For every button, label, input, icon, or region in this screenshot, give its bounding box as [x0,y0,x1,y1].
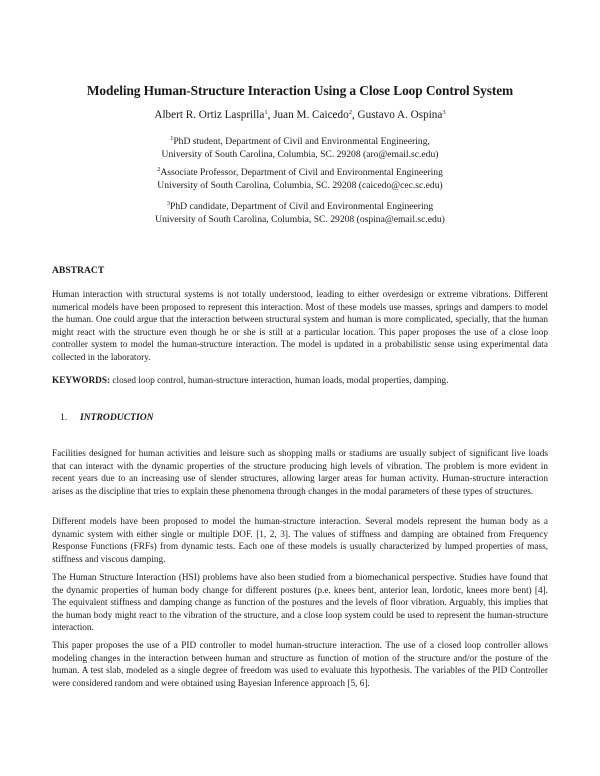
paper-title: Modeling Human-Structure Interaction Using a Close Loop Control System [86,83,514,98]
author-name: Juan M. Caicedo [273,109,349,121]
author-mark: 1 [264,109,268,116]
body-paragraph: Different models have been proposed to model the human-structure interaction. Several models represent the human body as a dynamic system with either single or multiple DOF. [1, 2, 3]. The values of stiffness and damping are obtained from Frequency Response Functions (FRFs) from dynamic tests. Each one of these models is usually characterized by lumped properties of mass, stiffness and viscous damping. [52,517,548,565]
author-name: Albert R. Ortiz Lasprilla [154,109,265,121]
abstract-text: Human interaction with structural systems is not totally understood, leading to either overdesign or extreme vibrations. Different numerical models have been proposed to represent this interaction. Most of these models use masses, springs and dampers to model the human. One could argue that the interaction between structural system and human is more complicated, specially, that the human might react with the structure even though he or she is still at a particular location. This paper proposes the use of a close loop controller system to model the human-structure interaction. The model is updated in a probabilistic sense using experimental data collected in the laboratory. [52,290,548,363]
section-number: 1. [60,412,68,423]
abstract-heading: ABSTRACT [52,265,105,276]
author-list: Albert R. Ortiz Lasprilla$^1$, Juan M. Caicedo$^2$, Gustavo A. Ospina$^3$ [154,109,446,121]
affiliation: $^2$Associate Professor, Department of Civil and Environmental Engineering University of South Carolina, Columbia, SC. 29208 (caicedo@cec.sc.edu) [157,166,443,191]
section-title: INTRODUCTION [80,412,154,423]
body-paragraph: Facilities designed for human activities and leisure such as shopping malls or stadiums are usually subject of significant live loads that can interact with the dynamic properties of the structure producing high levels of vibration. The problem is more evident in recent years due to an increasing use of slender structures, allowing larger areas for human activity. Human-structure interaction arises as the discipline that tries to explain these phenomena through changes in the modal parameters of these types of structures. [52,449,548,497]
author-mark: 3 [442,109,446,116]
author-mark: 2 [348,109,352,116]
keywords [52,375,548,388]
keywords-list: closed loop control, human-structure interaction, human loads, modal properties, damping. [110,376,449,386]
affiliation: $^3$PhD candidate, Department of Civil and Environmental Engineering University of South Carolina, Columbia, SC. 29208 (ospina@email.sc.edu) [155,200,445,225]
body-paragraph: This paper proposes the use of a PID controller to model human-structure interaction. The use of a closed loop controller allows modeling changes in the interaction between human and structure as function of motion of the structure and/or the posture of the human. A test slab, modeled as a single degree of freedom was used to evaluate this hypothesis. The variables of the PID Controller were considered random and were obtained using Bayesian Inference approach [5, 6]. [52,641,548,689]
author-name: Gustavo A. Ospina [357,109,443,121]
affiliation: $^1$PhD student, Department of Civil and Environmental Engineering, University of South Carolina, Columbia, SC. 29208 (aro@email.sc.edu) [161,135,439,160]
keywords-label: KEYWORDS: [52,376,111,386]
section-heading [60,412,154,424]
body-paragraph: The Human Structure Interaction (HSI) problems have also been studied from a biomechanical perspective. Studies have found that the dynamic properties of human body change for different postures (p.e. knees bent, anterior lean, lordotic, knees more bent) [4]. The equivalent stiffness and damping change as function of the postures and the levels of floor vibration. Arguably, this implies that the human body might react to the vibration of the structure, and a close loop system could be used to represent the human-structure interaction. [52,573,548,634]
